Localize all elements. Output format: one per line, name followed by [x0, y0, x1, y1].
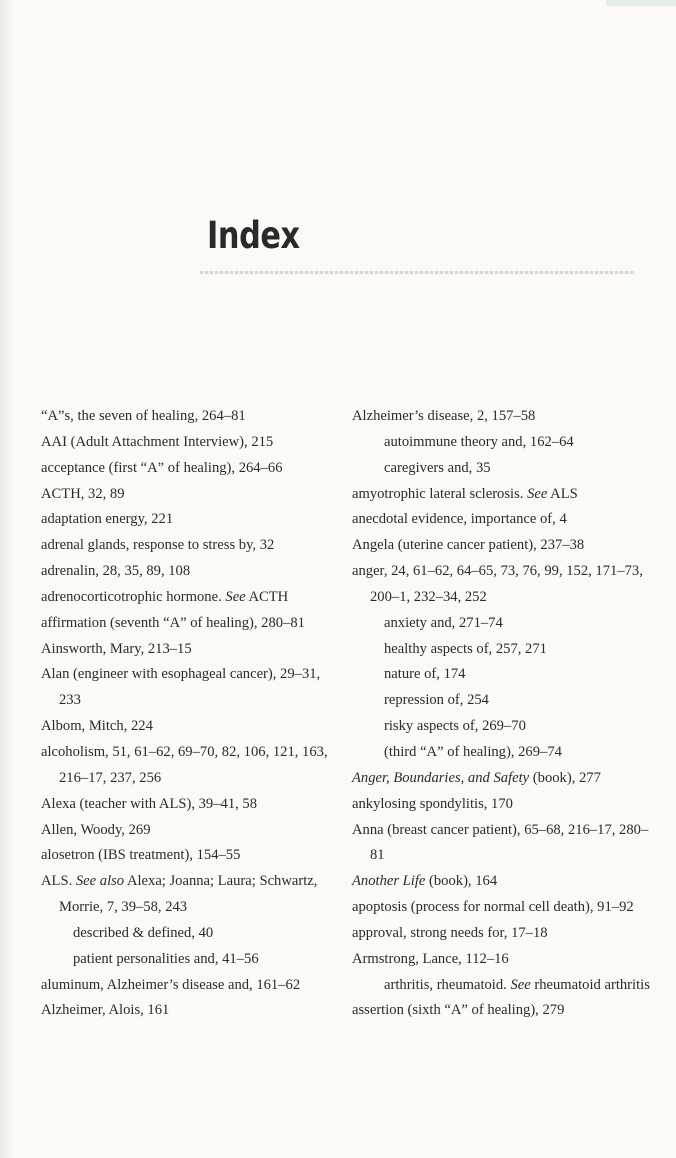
- index-entry: adrenal glands, response to stress by, 32: [41, 537, 275, 554]
- index-entry: Alan (engineer with esophageal cancer), 29–31, 233: [41, 666, 321, 709]
- index-entry: “A”s, the seven of healing, 264–81: [41, 408, 246, 424]
- index-subentry: anxiety and, 271–74: [384, 614, 503, 631]
- page-binding-shadow: [0, 0, 14, 1158]
- index-entry: alcoholism, 51, 61–62, 69–70, 82, 106, 121, 163, 216–17, 237, 256: [41, 743, 328, 786]
- index-entry: Armstrong, Lance, 112–16: [352, 950, 509, 967]
- page-corner-tint: [606, 0, 676, 6]
- index-entry: adaptation energy, 221: [41, 511, 174, 528]
- index-subentry: repression of, 254: [384, 692, 489, 709]
- index-entry: Angela (uterine cancer patient), 237–38: [352, 537, 585, 554]
- index-entry: Alzheimer’s disease, 2, 157–58: [352, 408, 536, 424]
- index-entry: Another Life (book), 164: [352, 873, 498, 890]
- index-entry: ALS. See also Alexa; Joanna; Laura; Schwartz, Morrie, 7, 39–58, 243: [41, 873, 318, 916]
- index-entry: adrenocorticotrophic hormone. See ACTH: [41, 588, 289, 605]
- index-subentry: healthy aspects of, 257, 271: [384, 640, 547, 657]
- index-entry: ACTH, 32, 89: [41, 485, 125, 502]
- index-entry: Anger, Boundaries, and Safety (book), 277: [352, 769, 601, 786]
- index-entry: ankylosing spondylitis, 170: [352, 795, 513, 812]
- page-title: Index: [207, 214, 300, 257]
- index-subentry: described & defined, 40: [73, 924, 214, 941]
- index-column-left: [41, 404, 341, 1024]
- index-entry: Alexa (teacher with ALS), 39–41, 58: [41, 795, 258, 812]
- index-subentry: caregivers and, 35: [384, 459, 491, 476]
- index-subentry: (third “A” of healing), 269–74: [384, 743, 562, 760]
- index-entry: amyotrophic lateral sclerosis. See ALS: [352, 485, 578, 502]
- index-entry: apoptosis (process for normal cell death), 91–92: [352, 899, 634, 916]
- index-entry: Allen, Woody, 269: [41, 821, 151, 838]
- title-rule: [200, 271, 635, 274]
- index-entry: arthritis, rheumatoid. See rheumatoid arthritis: [384, 976, 650, 993]
- index-entry: Ainsworth, Mary, 213–15: [41, 640, 192, 657]
- index-entry: aluminum, Alzheimer’s disease and, 161–62: [41, 976, 301, 993]
- index-entry: affirmation (seventh “A” of healing), 280–81: [41, 614, 305, 631]
- index-entry: anecdotal evidence, importance of, 4: [352, 511, 567, 528]
- index-entry: Anna (breast cancer patient), 65–68, 216–17, 280–81: [352, 821, 649, 864]
- index-entry: assertion (sixth “A” of healing), 279: [352, 1002, 565, 1019]
- index-subentry: autoimmune theory and, 162–64: [384, 433, 574, 450]
- index-entry: AAI (Adult Attachment Interview), 215: [41, 433, 274, 450]
- index-entry: Alzheimer, Alois, 161: [41, 1002, 170, 1019]
- index-entry: Albom, Mitch, 224: [41, 718, 153, 735]
- index-entry: acceptance (first “A” of healing), 264–66: [41, 459, 283, 476]
- index-entry: anger, 24, 61–62, 64–65, 73, 76, 99, 152, 171–73, 200–1, 232–34, 252: [352, 563, 643, 605]
- index-entry: alosetron (IBS treatment), 154–55: [41, 847, 241, 864]
- index-entry: adrenalin, 28, 35, 89, 108: [41, 563, 191, 580]
- index-entry: approval, strong needs for, 17–18: [352, 924, 548, 941]
- index-subentry: patient personalities and, 41–56: [73, 950, 259, 967]
- index-subentry: risky aspects of, 269–70: [384, 718, 526, 735]
- index-column-right: [352, 404, 652, 1024]
- index-subentry: nature of, 174: [384, 666, 466, 683]
